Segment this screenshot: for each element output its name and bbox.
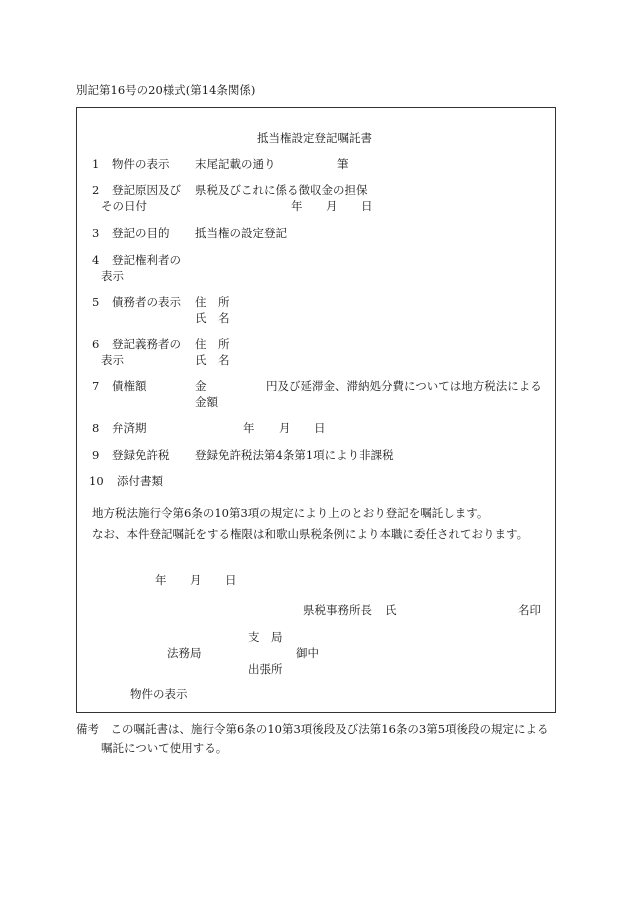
item-2-label-line2: その日付 bbox=[101, 199, 147, 213]
item-6-address-label: 住 所 bbox=[195, 337, 230, 351]
authority-statement: なお、本件登記嘱託をする権限は和歌山県税条例により本職に委任されております。 bbox=[92, 527, 529, 541]
item-7-value-line2: 金額 bbox=[195, 395, 218, 409]
item-9-number: 9 bbox=[92, 448, 100, 462]
item-3-label: 登記の目的 bbox=[112, 226, 170, 240]
legal-bureau: 法務局 bbox=[167, 646, 202, 660]
item-5-address-label: 住 所 bbox=[195, 295, 230, 309]
item-6-number: 6 bbox=[92, 337, 100, 351]
item-6-name-label: 氏 名 bbox=[195, 353, 230, 367]
item-1-parcel-unit: 筆 bbox=[337, 157, 349, 171]
item-2-day: 日 bbox=[361, 199, 373, 213]
item-2-value: 県税及びこれに係る徴収金の担保 bbox=[195, 183, 368, 197]
item-10-label: 添付書類 bbox=[117, 474, 163, 488]
form-reference: 別記第16号の20様式(第14条関係) bbox=[76, 83, 256, 97]
item-8-year: 年 bbox=[243, 421, 255, 435]
item-5-name-label: 氏 名 bbox=[195, 311, 230, 325]
form-frame bbox=[76, 107, 556, 713]
branch-office: 支 局 bbox=[248, 630, 283, 644]
commission-statement: 地方税法施行令第6条の10第3項の規定により上のとおり登記を嘱託します。 bbox=[92, 506, 489, 520]
item-1-label: 物件の表示 bbox=[112, 157, 170, 171]
item-8-label: 弁済期 bbox=[112, 421, 147, 435]
item-4-label: 登記権利者の bbox=[112, 253, 181, 267]
sub-office: 出張所 bbox=[248, 662, 283, 676]
item-10-number: 10 bbox=[89, 474, 104, 488]
item-1-number: 1 bbox=[92, 157, 100, 171]
remarks-note-line2: 嘱託について使用する。 bbox=[101, 741, 228, 755]
item-6-label-line2: 表示 bbox=[101, 353, 124, 367]
addressee-honorific: 御中 bbox=[296, 646, 319, 660]
item-2-label: 登記原因及び bbox=[112, 183, 181, 197]
item-4-number: 4 bbox=[92, 253, 100, 267]
item-2-year: 年 bbox=[291, 199, 303, 213]
document-title: 抵当権設定登記嘱託書 bbox=[257, 131, 372, 145]
item-1-value: 末尾記載の通り bbox=[195, 157, 276, 171]
item-3-value: 抵当権の設定登記 bbox=[195, 226, 287, 240]
sign-year: 年 bbox=[155, 573, 167, 587]
item-8-day: 日 bbox=[314, 421, 326, 435]
signatory-name-label: 氏 bbox=[385, 603, 397, 617]
item-8-month: 月 bbox=[279, 421, 291, 435]
item-7-value-prefix: 金 bbox=[195, 379, 207, 393]
item-5-number: 5 bbox=[92, 295, 100, 309]
sign-month: 月 bbox=[190, 573, 202, 587]
remarks-note: 備考 この嘱託書は、施行令第6条の10第3項後段及び法第16条の3第5項後段の規定による bbox=[76, 722, 549, 736]
item-8-number: 8 bbox=[92, 421, 100, 435]
item-5-label: 債務者の表示 bbox=[112, 295, 181, 309]
property-display-label: 物件の表示 bbox=[130, 687, 188, 701]
sign-day: 日 bbox=[225, 573, 237, 587]
item-3-number: 3 bbox=[92, 226, 100, 240]
office-title: 県税事務所長 bbox=[303, 603, 372, 617]
item-7-label: 債権額 bbox=[112, 379, 147, 393]
item-2-number: 2 bbox=[92, 183, 100, 197]
item-4-label-line2: 表示 bbox=[101, 269, 124, 283]
item-9-value: 登録免許税法第4条第1項により非課税 bbox=[195, 448, 394, 462]
item-9-label: 登録免許税 bbox=[112, 448, 170, 462]
item-7-number: 7 bbox=[92, 379, 100, 393]
item-7-value: 円及び延滞金、滞納処分費については地方税法による bbox=[266, 379, 542, 393]
item-6-label: 登記義務者の bbox=[112, 337, 181, 351]
official-seal: 名印 bbox=[518, 603, 541, 617]
item-2-month: 月 bbox=[326, 199, 338, 213]
